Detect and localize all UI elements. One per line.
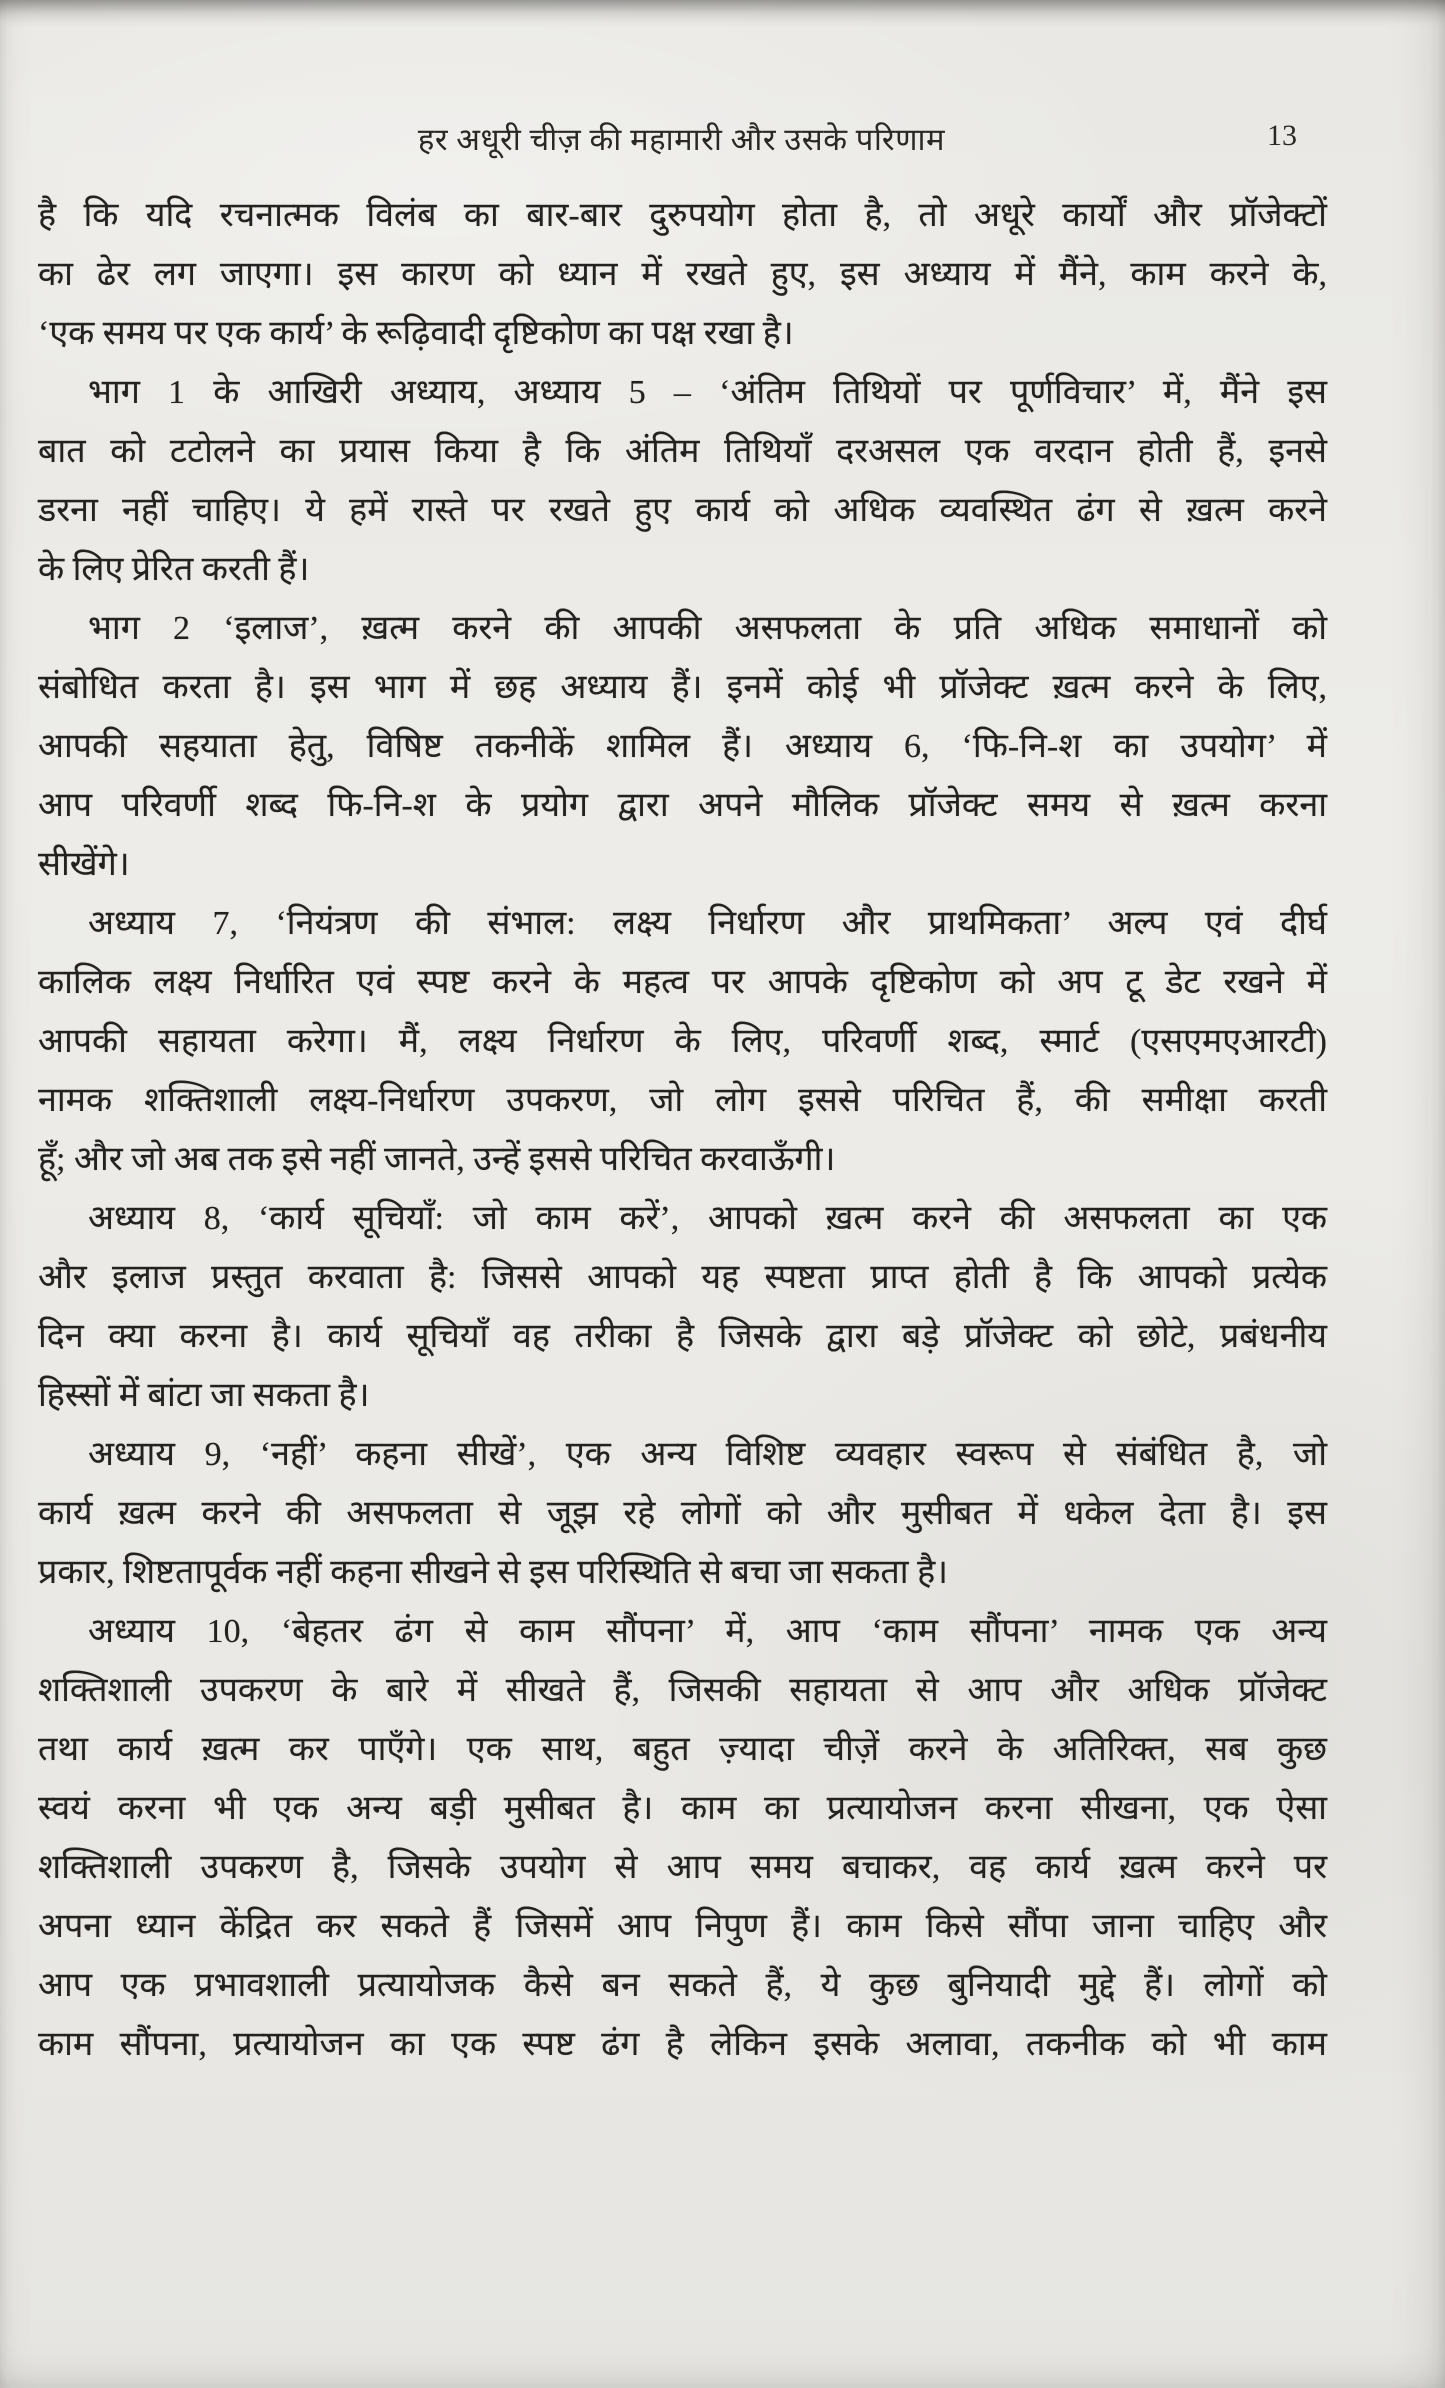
text-line: डरना नहीं चाहिए। ये हमें रास्ते पर रखते हुए कार्य को अधिक व्यवस्थित ढंग से ख़त्म करने — [38, 492, 1327, 529]
text-line: आपकी सहायता करेगा। मैं, लक्ष्य निर्धारण के लिए, परिवर्णी शब्द, स्मार्ट (एसएमएआरटी) — [38, 1023, 1327, 1060]
paragraph — [38, 186, 1327, 363]
text-line: सीखेंगे। — [38, 846, 130, 883]
text-line: शक्तिशाली उपकरण है, जिसके उपयोग से आप समय बचाकर, वह कार्य ख़त्म करने पर — [38, 1849, 1327, 1886]
text-line: शक्तिशाली उपकरण के बारे में सीखते हैं, जिसकी सहायता से आप और अधिक प्रॉजेक्ट — [38, 1672, 1327, 1709]
text-line: भाग 2 ‘इलाज’, ख़त्म करने की आपकी असफलता के प्रति अधिक समाधानों को — [88, 610, 1327, 647]
page-number: 13 — [1267, 119, 1297, 152]
text-line: दिन क्या करना है। कार्य सूचियाँ वह तरीका है जिसके द्वारा बड़े प्रॉजेक्ट को छोटे, प्रबंधनीय — [38, 1318, 1327, 1355]
text-line: ‘एक समय पर एक कार्य’ के रूढ़िवादी दृष्टिकोण का पक्ष रखा है। — [38, 315, 794, 352]
text-line: हिस्सों में बांटा जा सकता है। — [38, 1377, 370, 1414]
paragraph — [38, 1189, 1327, 1425]
paragraph — [38, 363, 1327, 599]
text-line: हूँ; और जो अब तक इसे नहीं जानते, उन्हें इससे परिचित करवाऊँगी। — [38, 1141, 836, 1178]
body-text-block — [38, 186, 1327, 2074]
paragraph — [38, 894, 1327, 1189]
text-line: अपना ध्यान केंद्रित कर सकते हैं जिसमें आप निपुण हैं। काम किसे सौंपा जाना चाहिए और — [38, 1908, 1327, 1945]
text-line: भाग 1 के आखिरी अध्याय, अध्याय 5 – ‘अंतिम तिथियों पर पूर्णविचार’ में, मैंने इस — [88, 374, 1327, 411]
text-line: अध्याय 8, ‘कार्य सूचियाँ: जो काम करें’, आपको ख़त्म करने की असफलता का एक — [88, 1200, 1327, 1237]
text-line: और इलाज प्रस्तुत करवाता है: जिससे आपको यह स्पष्टता प्राप्त होती है कि आपको प्रत्येक — [38, 1259, 1327, 1296]
text-line: काम सौंपना, प्रत्यायोजन का एक स्पष्ट ढंग है लेकिन इसके अलावा, तकनीक को भी काम — [38, 2026, 1327, 2063]
text-line: अध्याय 10, ‘बेहतर ढंग से काम सौंपना’ में, आप ‘काम सौंपना’ नामक एक अन्य — [88, 1613, 1327, 1650]
text-line: तथा कार्य ख़त्म कर पाएँगे। एक साथ, बहुत ज़्यादा चीज़ें करने के अतिरिक्त, सब कुछ — [38, 1731, 1327, 1768]
text-line: आप परिवर्णी शब्द फि-नि-श के प्रयोग द्वारा अपने मौलिक प्रॉजेक्ट समय से ख़त्म करना — [38, 787, 1327, 824]
text-line: कालिक लक्ष्य निर्धारित एवं स्पष्ट करने के महत्व पर आपके दृष्टिकोण को अप टू डेट रखने में — [38, 964, 1327, 1001]
paragraph — [38, 1602, 1327, 2074]
text-line: नामक शक्तिशाली लक्ष्य-निर्धारण उपकरण, जो लोग इससे परिचित हैं, की समीक्षा करती — [38, 1082, 1327, 1119]
paragraph — [38, 1425, 1327, 1602]
text-line: है कि यदि रचनात्मक विलंब का बार-बार दुरुपयोग होता है, तो अधूरे कार्यों और प्रॉजेक्टों — [38, 197, 1327, 234]
paragraph — [38, 599, 1327, 894]
text-line: प्रकार, शिष्टतापूर्वक नहीं कहना सीखने से इस परिस्थिति से बचा जा सकता है। — [38, 1554, 949, 1591]
text-line: संबोधित करता है। इस भाग में छह अध्याय हैं। इनमें कोई भी प्रॉजेक्ट ख़त्म करने के लिए, — [38, 669, 1327, 706]
text-line: अध्याय 7, ‘नियंत्रण की संभाल: लक्ष्य निर्धारण और प्राथमिकता’ अल्प एवं दीर्घ — [88, 905, 1327, 942]
text-line: आपकी सहयाता हेतु, विषिष्ट तकनीकें शामिल हैं। अध्याय 6, ‘फि-नि-श का उपयोग’ में — [38, 728, 1327, 765]
text-line: कार्य ख़त्म करने की असफलता से जूझ रहे लोगों को और मुसीबत में धकेल देता है। इस — [38, 1495, 1327, 1532]
text-line: के लिए प्रेरित करती हैं। — [38, 551, 310, 588]
text-line: स्वयं करना भी एक अन्य बड़ी मुसीबत है। काम का प्रत्यायोजन करना सीखना, एक ऐसा — [38, 1790, 1327, 1827]
text-line: का ढेर लग जाएगा। इस कारण को ध्यान में रखते हुए, इस अध्याय में मैंने, काम करने के, — [38, 256, 1327, 293]
text-line: आप एक प्रभावशाली प्रत्यायोजक कैसे बन सकते हैं, ये कुछ बुनियादी मुद्दे हैं। लोगों को — [38, 1967, 1327, 2004]
text-line: बात को टटोलने का प्रयास किया है कि अंतिम तिथियाँ दरअसल एक वरदान होती हैं, इनसे — [38, 433, 1327, 470]
text-line: अध्याय 9, ‘नहीं’ कहना सीखें’, एक अन्य विशिष्ट व्यवहार स्वरूप से संबंधित है, जो — [88, 1436, 1327, 1473]
page-header — [38, 118, 1325, 180]
running-head-title: हर अधूरी चीज़ की महामारी और उसके परिणाम — [417, 122, 946, 157]
